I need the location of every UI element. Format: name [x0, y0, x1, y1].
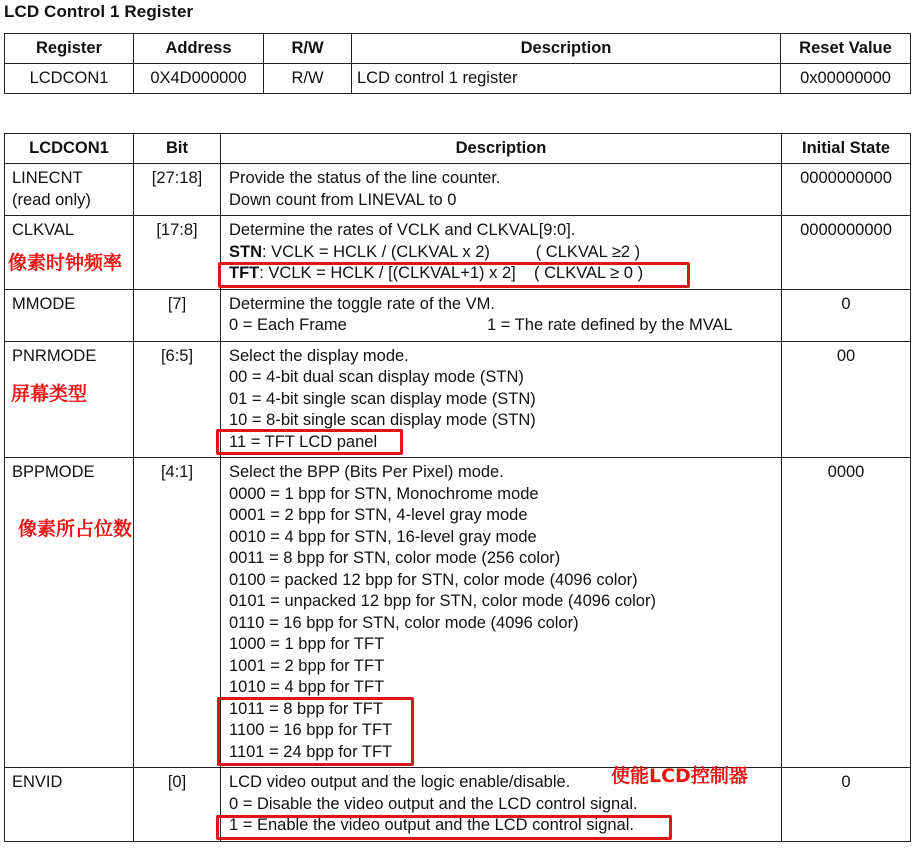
register-name: LCDCON1 [5, 64, 134, 94]
register-address: 0X4D000000 [134, 64, 264, 94]
field-description: Select the display mode. 00 = 4-bit dual scan display mode (STN) 01 = 4-bit single scan display mode (STN) 10 = 8-bit single scan display mode (STN) 11 = TFT LCD panel [221, 341, 782, 458]
register-summary-table [4, 33, 911, 94]
bit-range: [7] [134, 289, 221, 341]
field-description: Provide the status of the line counter. Down count from LINEVAL to 0 [221, 164, 782, 216]
initial-state: 0 [782, 768, 911, 842]
bit-range: [4:1] [134, 458, 221, 768]
table-row [5, 768, 911, 842]
header-bit: Bit [134, 134, 221, 164]
initial-state: 0000 [782, 458, 911, 768]
annotation-pixel-clock: 像素时钟频率 [8, 252, 123, 274]
bit-range: [6:5] [134, 341, 221, 458]
header-field: LCDCON1 [5, 134, 134, 164]
register-rw: R/W [264, 64, 352, 94]
field-name: BPPMODE [5, 458, 134, 768]
initial-state: 0 [782, 289, 911, 341]
annotation-screen-type: 屏幕类型 [11, 383, 88, 405]
table-row [5, 216, 911, 290]
bit-field-table [4, 133, 911, 842]
field-name: CLKVAL [5, 216, 134, 290]
bit-table-header [5, 134, 911, 164]
field-description: Determine the rates of VCLK and CLKVAL[9:0]. STN: VCLK = HCLK / (CLKVAL x 2) ( CLKVAL ≥2 ) TFT: VCLK = HCLK / [(CLKVAL+1) x 2] ( CLKVAL ≥ 0 ) [221, 216, 782, 290]
header-register: Register [5, 34, 134, 64]
table-row [5, 458, 911, 768]
header-initial-state: Initial State [782, 134, 911, 164]
field-description: LCD video output and the logic enable/disable. 0 = Disable the video output and the LCD control signal. 1 = Enable the video output and the LCD control signal. [221, 768, 782, 842]
initial-state: 0000000000 [782, 216, 911, 290]
header-reset-value: Reset Value [781, 34, 911, 64]
register-reset-value: 0x00000000 [781, 64, 911, 94]
header-description: Description [221, 134, 782, 164]
field-description: Select the BPP (Bits Per Pixel) mode. 0000 = 1 bpp for STN, Monochrome mode 0001 = 2 bpp for STN, 4-level gray mode 0010 = 4 bpp for STN, 16-level gray mode 0011 = 8 bpp for STN, color mode (256 color) 0100 = packed 12 bpp for STN, color mode (4096 color) 0101 = unpacked 12 bpp for STN, color mode (4096 color) 0110 = 16 bpp for STN, color mode (4096 color) 1000 = 1 bpp for TFT 1001 = 2 bpp for TFT 1010 = 4 bpp for TFT 1011 = 8 bpp for TFT 1100 = 16 bpp for TFT 1101 = 24 bpp for TFT [221, 458, 782, 768]
field-description: Determine the toggle rate of the VM. 0 = Each Frame 1 = The rate defined by the MVAL [221, 289, 782, 341]
field-name: ENVID [5, 768, 134, 842]
field-name: LINECNT (read only) [5, 164, 134, 216]
table-row [5, 64, 911, 94]
page-title: LCD Control 1 Register [4, 2, 194, 21]
annotation-bits-per-pixel: 像素所占位数 [18, 518, 133, 540]
header-description: Description [352, 34, 781, 64]
register-description: LCD control 1 register [352, 64, 781, 94]
field-name: PNRMODE [5, 341, 134, 458]
initial-state: 00 [782, 341, 911, 458]
field-name: MMODE [5, 289, 134, 341]
initial-state: 0000000000 [782, 164, 911, 216]
table-row [5, 341, 911, 458]
table-row [5, 164, 911, 216]
annotation-enable-lcd: 使能LCD控制器 [611, 765, 748, 787]
table-row [5, 289, 911, 341]
header-address: Address [134, 34, 264, 64]
bit-range: [0] [134, 768, 221, 842]
bit-range: [17:8] [134, 216, 221, 290]
bit-range: [27:18] [134, 164, 221, 216]
register-table-header [5, 34, 911, 64]
header-rw: R/W [264, 34, 352, 64]
